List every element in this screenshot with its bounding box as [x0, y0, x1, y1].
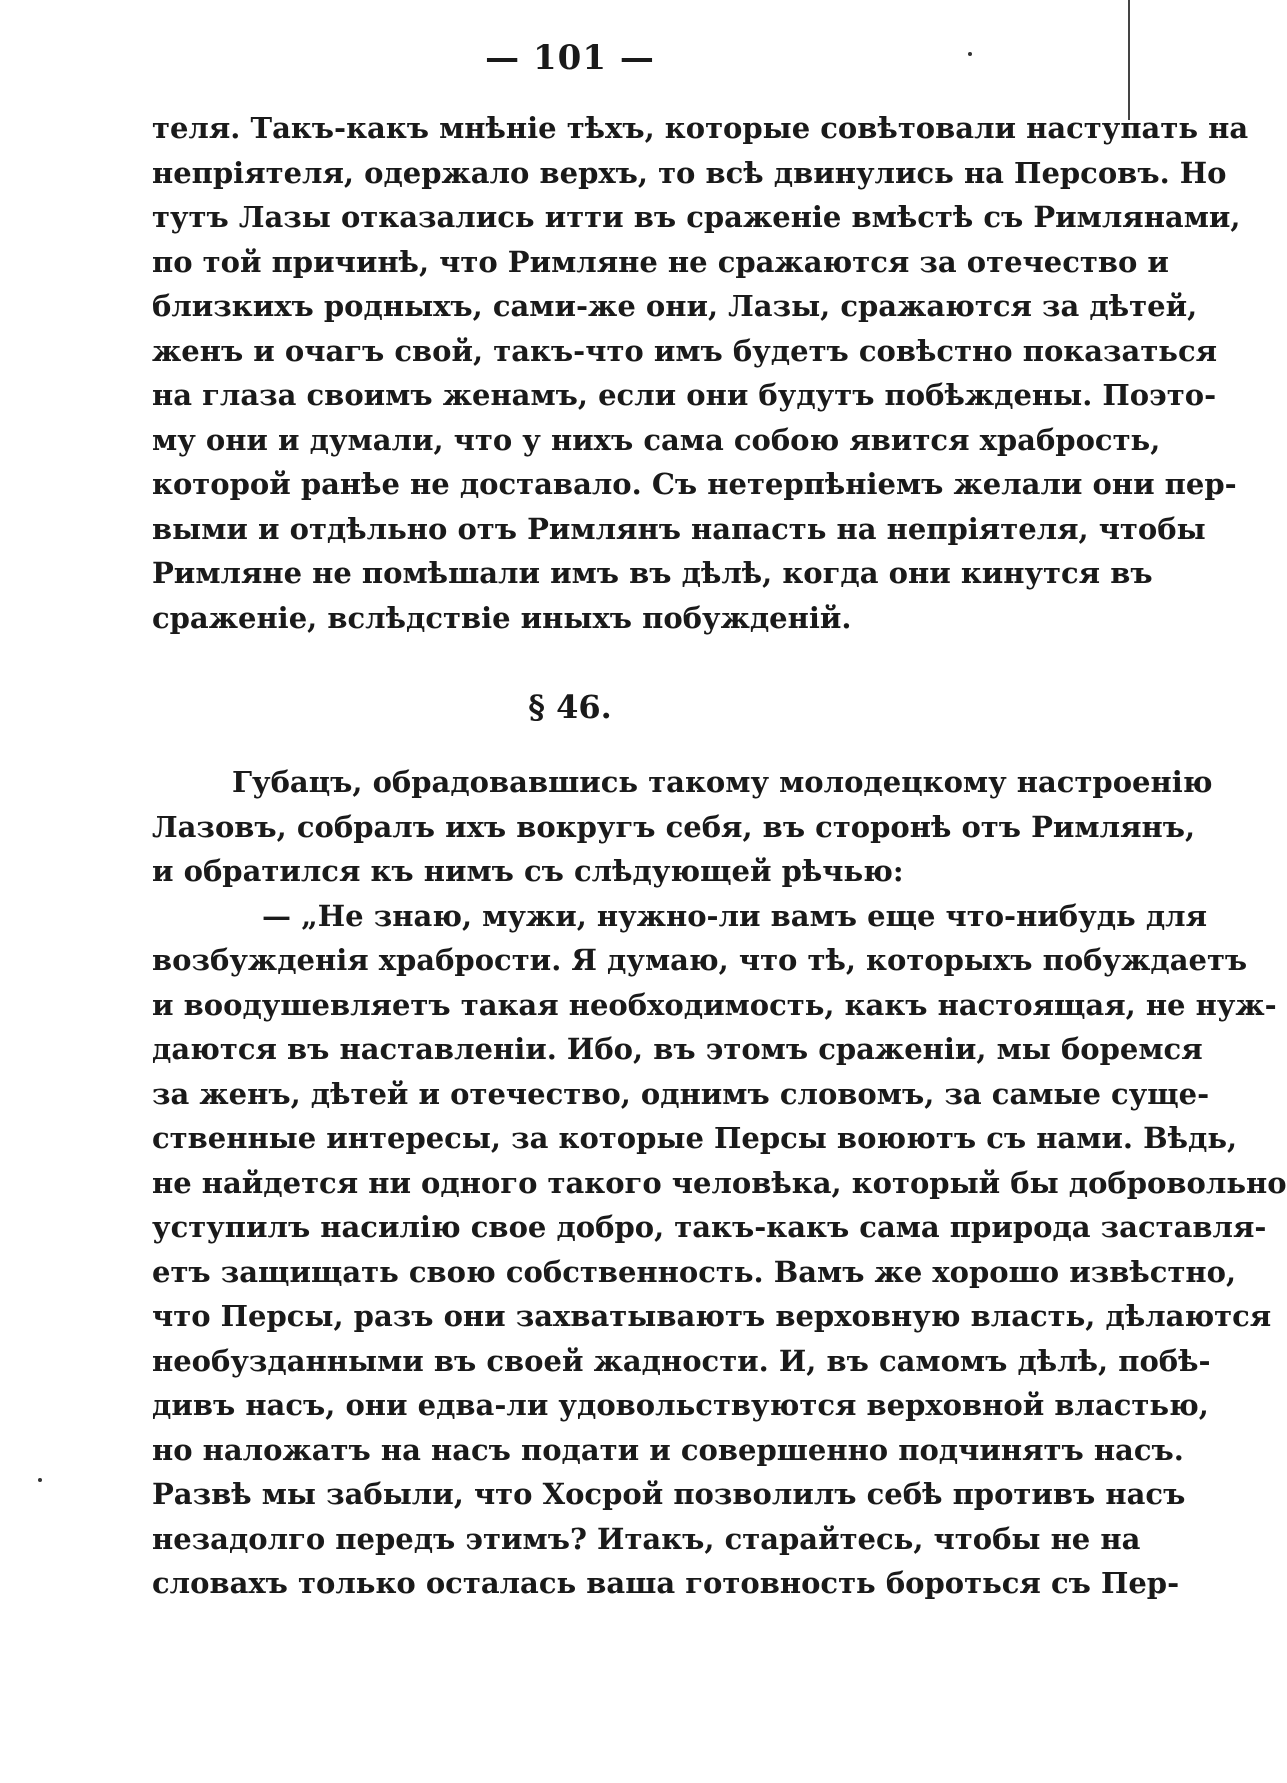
- text-line: не найдется ни одного такого человѣка, который бы добровольно: [152, 1165, 1287, 1200]
- text-line: уступилъ насилію свое добро, такъ-какъ сама природа заставля-: [152, 1210, 1267, 1244]
- scan-speck: [38, 1478, 42, 1482]
- text-line: непріятеля, одержало верхъ, то всѣ двинулись на Персовъ. Но: [152, 155, 1227, 190]
- text-line: сраженіе, вслѣдствіе иныхъ побужденій.: [152, 600, 852, 635]
- text-line: за женъ, дѣтей и отечество, однимъ словомъ, за самые суще-: [152, 1076, 1210, 1111]
- text-line: Лазовъ, собралъ ихъ вокругъ себя, въ сторонѣ отъ Римлянъ,: [152, 809, 1196, 844]
- text-line: — „Не знаю, мужи, нужно-ли вамъ еще что-нибудь для: [262, 898, 1208, 933]
- text-line: что Персы, разъ они захватываютъ верховную власть, дѣлаются: [152, 1299, 1272, 1333]
- text-line: тутъ Лазы отказались итти въ сраженіе вмѣстѣ съ Римлянами,: [152, 200, 1241, 234]
- text-line: теля. Такъ-какъ мнѣніе тѣхъ, которые совѣтовали наступать на: [152, 111, 1249, 145]
- text-line: и обратился къ нимъ съ слѣдующей рѣчью:: [152, 854, 904, 888]
- text-line: Римляне не помѣшали имъ въ дѣлѣ, когда они кинутся въ: [152, 556, 1153, 590]
- text-line: необузданными въ своей жадности. И, въ самомъ дѣлѣ, побѣ-: [152, 1343, 1211, 1378]
- text-line: и воодушевляетъ такая необходимость, какъ настоящая, не нуж-: [152, 987, 1277, 1022]
- text-line: женъ и очагъ свой, такъ-что имъ будетъ совѣстно показаться: [152, 333, 1218, 368]
- text-line: дивъ насъ, они едва-ли удовольствуются верховной властью,: [152, 1388, 1209, 1422]
- page-number: — 101 —: [485, 38, 655, 78]
- paragraph-1: [152, 106, 1249, 640]
- scan-edge-mark: [1128, 0, 1134, 120]
- section-heading: § 46.: [528, 688, 612, 726]
- text-line: ственные интересы, за которые Персы воюютъ съ нами. Вѣдь,: [152, 1121, 1238, 1155]
- text-line: но наложатъ на насъ подати и совершенно подчинятъ насъ.: [152, 1432, 1184, 1467]
- text-line: по той причинѣ, что Римляне не сражаются за отечество и: [152, 244, 1169, 279]
- text-line: даются въ наставленіи. Ибо, въ этомъ сраженіи, мы боремся: [152, 1032, 1203, 1066]
- text-line: словахъ только осталась ваша готовность бороться съ Пер-: [152, 1566, 1180, 1600]
- text-line: выми и отдѣльно отъ Римлянъ напасть на непріятеля, чтобы: [152, 511, 1206, 546]
- text-line: етъ защищать свою собственность. Вамъ же хорошо извѣстно,: [152, 1254, 1237, 1289]
- paragraph-3: [152, 894, 1287, 1606]
- text-line: близкихъ родныхъ, сами-же они, Лазы, сражаются за дѣтей,: [152, 289, 1198, 323]
- text-line: незадолго передъ этимъ? Итакъ, старайтесь, чтобы не на: [152, 1521, 1141, 1556]
- paragraph-2: [152, 760, 1213, 894]
- text-line: на глаза своимъ женамъ, если они будутъ побѣждены. Поэто-: [152, 378, 1217, 412]
- text-line: му они и думали, что у нихъ сама собою явится храбрость,: [152, 422, 1161, 457]
- scan-speck: [968, 52, 972, 56]
- text-line: которой ранѣе не доставало. Съ нетерпѣніемъ желали они пер-: [152, 467, 1237, 501]
- text-line: Губацъ, обрадовавшись такому молодецкому настроенію: [232, 765, 1213, 799]
- text-line: возбужденія храбрости. Я думаю, что тѣ, которыхъ побуждаетъ: [152, 943, 1248, 977]
- text-line: Развѣ мы забыли, что Хосрой позволилъ себѣ противъ насъ: [152, 1477, 1186, 1511]
